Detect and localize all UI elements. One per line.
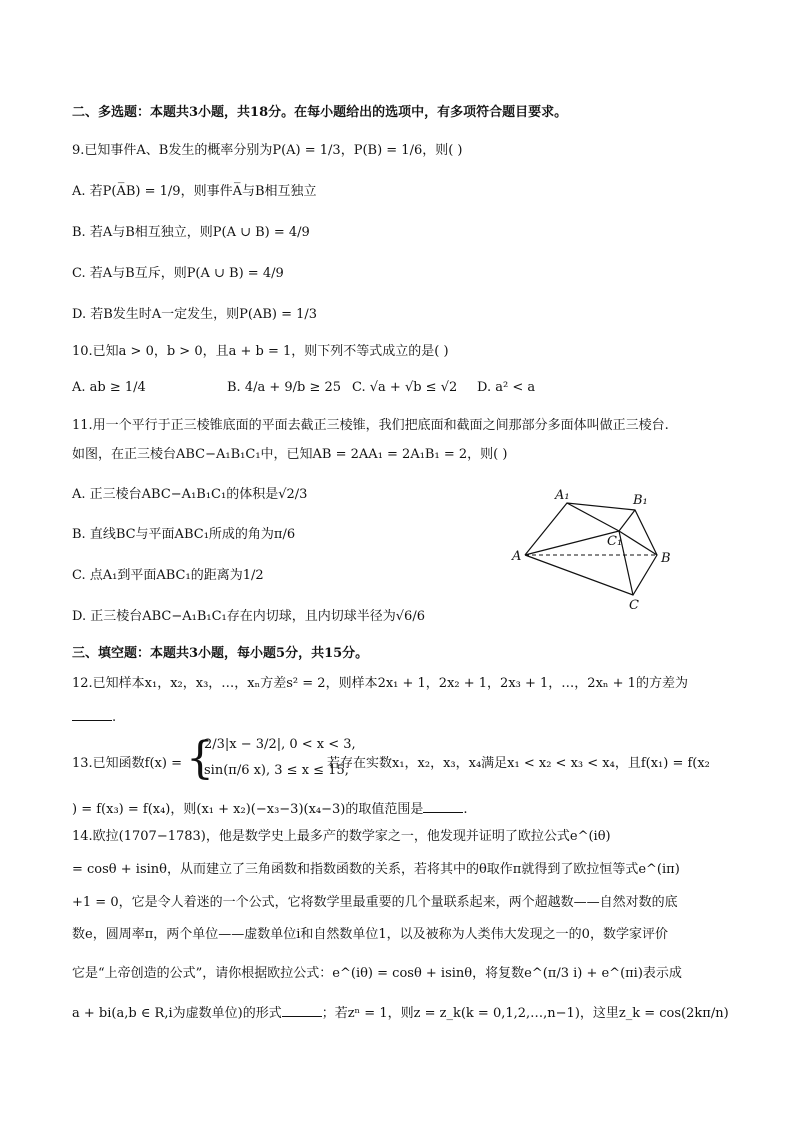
q12-line1: 12.已知样本x₁，x₂，x₃，…，xₙ方差s² = 2，则样本2x₁ + 1，2x₂ + 1，2x₃ + 1，…，2xₙ + 1的方差为 (72, 676, 688, 691)
q9-option-c: C. 若A与B互斥，则P(A ∪ B) = 4/9 (72, 266, 284, 281)
frustum-figure (505, 485, 685, 615)
answer-blank (282, 1004, 322, 1017)
q12-line2: . (72, 708, 116, 727)
edge-b1-c1 (619, 510, 635, 531)
q11-option-a: A. 正三棱台ABC−A₁B₁C₁的体积是√2/3 (72, 487, 308, 502)
label-c: C (629, 598, 639, 613)
q11-stem-line1: 11.用一个平行于正三棱锥底面的平面去截正三棱锥，我们把底面和截面之间那部分多面体叫做正三棱台. (72, 418, 669, 433)
q14-line2: = cosθ + isinθ，从而建立了三角函数和指数函数的关系，若将其中的θ取作π就得到了欧拉恒等式e^(iπ) (72, 862, 680, 877)
label-a: A (512, 549, 522, 564)
q9-option-d: D. 若B发生时A一定发生，则P(AB) = 1/3 (72, 307, 318, 322)
label-b: B (661, 551, 671, 566)
q9-stem: 9.已知事件A、B发生的概率分别为P(A) = 1/3，P(B) = 1/6，则( ) (72, 143, 463, 158)
q11-option-b: B. 直线BC与平面ABC₁所成的角为π/6 (72, 527, 296, 542)
section-3-header: 三、填空题：本题共3小题，每小题5分，共15分。 (72, 646, 369, 661)
q13-suffix: 若存在实数x₁，x₂，x₃，x₄满足x₁ < x₂ < x₃ < x₄，且f(x₁) = f(x₂ (327, 756, 710, 771)
q10-option-c: C. √a + √b ≤ √2 (352, 380, 458, 395)
q9-option-a: A. 若P(A̅B) = 1/9，则事件A̅与B相互独立 (72, 184, 317, 199)
q13-case2: sin(π/6 x), 3 ≤ x ≤ 15, (204, 763, 349, 778)
q10-option-d: D. a² < a (477, 380, 536, 395)
q14-line6: a + bi(a,b ∈ R,i为虚数单位)的形式 ；若zⁿ = 1，则z = z_k(k = 0,1,2,…,n−1)，这里z_k = cos(2kπ/n) (72, 1006, 729, 1021)
q10-option-b: B. 4/a + 9/b ≥ 25 (227, 380, 342, 395)
q14-line4: 数e，圆周率π，两个单位——虚数单位i和自然数单位1，以及被称为人类伟大发现之一的0，数学家评价 (72, 927, 668, 942)
label-c1: C₁ (607, 534, 623, 549)
section-2-header: 二、多选题：本题共3小题，共18分。在每小题给出的选项中，有多项符合题目要求。 (72, 105, 568, 120)
edge-a-c1 (525, 531, 619, 555)
label-b1: B₁ (633, 493, 648, 508)
q11-option-d: D. 正三棱台ABC−A₁B₁C₁存在内切球，且内切球半径为√6/6 (72, 609, 425, 624)
q13-line1 (72, 733, 732, 789)
label-a1: A₁ (555, 488, 570, 503)
q13-brace: { (186, 733, 214, 784)
q14-line3: +1 = 0，它是令人着迷的一个公式，它将数学里最重要的几个量联系起来，两个超越数——自然对数的底 (72, 895, 678, 910)
q14-line1: 14.欧拉(1707−1783)，他是数学史上最多产的数学家之一，他发现并证明了欧拉公式e^(iθ) (72, 829, 611, 844)
q10-option-a: A. ab ≥ 1/4 (72, 380, 146, 395)
q11-option-c: C. 点A₁到平面ABC₁的距离为1/2 (72, 568, 264, 583)
answer-blank (423, 800, 463, 813)
answer-blank (72, 708, 112, 721)
q10-stem: 10.已知a > 0，b > 0，且a + b = 1，则下列不等式成立的是( ) (72, 344, 449, 359)
q13-case1: 2/3|x − 3/2|, 0 < x < 3, (204, 737, 356, 752)
q13-prefix: 13.已知函数f(x) = (72, 756, 182, 771)
q14-line5: 它是“上帝创造的公式”，请你根据欧拉公式：e^(iθ) = cosθ + isinθ，将复数e^(π/3 i) + e^(πi)表示成 (72, 966, 682, 981)
q11-stem-line2: 如图，在正三棱台ABC−A₁B₁C₁中，已知AB = 2AA₁ = 2A₁B₁ = 2，则( ) (72, 447, 508, 462)
q9-option-b: B. 若A与B相互独立，则P(A ∪ B) = 4/9 (72, 225, 310, 240)
q13-line2: ) = f(x₃) = f(x₄)，则(x₁ + x₂)(−x₃−3)(x₄−3)的取值范围是 . (72, 802, 468, 817)
frustum-outline (525, 503, 657, 595)
